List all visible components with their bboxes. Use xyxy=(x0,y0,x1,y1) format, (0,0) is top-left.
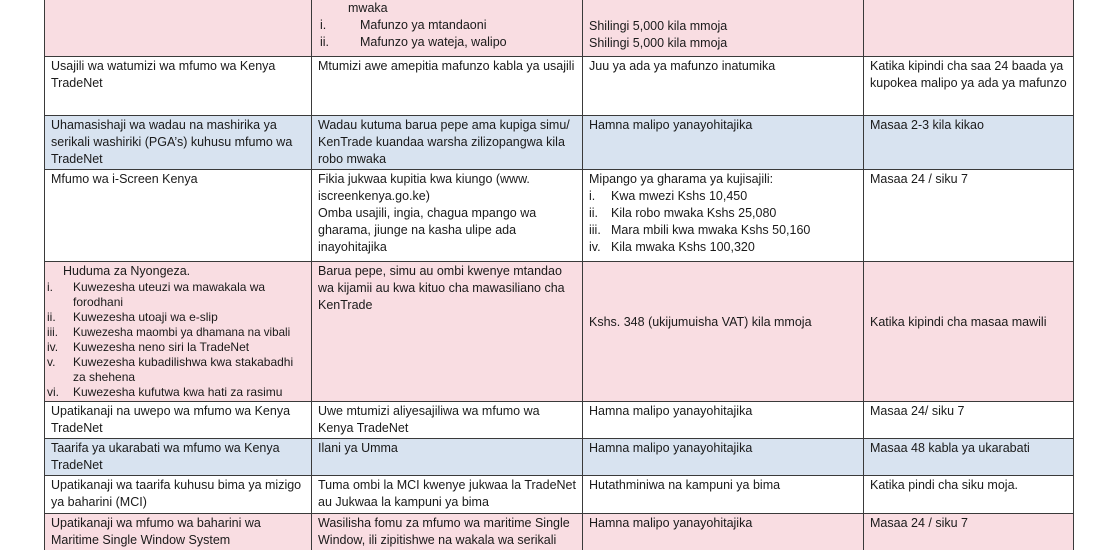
service-cell: Taarifa ya ukarabati wa mfumo wa Kenya TradeNet xyxy=(45,439,312,476)
timeline-cell xyxy=(864,0,1074,57)
table-row xyxy=(45,116,1074,170)
cost-cell: Kshs. 348 (ukijumuisha VAT) kila mmoja xyxy=(583,262,864,402)
cost-cell xyxy=(583,0,864,57)
requirement-cell: Wadau kutuma barua pepe ama kupiga simu/ KenTrade kuandaa warsha zilizopangwa kila robo mwaka xyxy=(312,116,583,170)
table-row xyxy=(45,476,1074,514)
service-title: Huduma za Nyongeza. xyxy=(63,264,191,278)
list-item: v. Kuwezesha kubadilishwa kwa stakabadhi za shehena xyxy=(47,355,294,384)
requirement-cell xyxy=(312,0,583,57)
list-item: iv. Kila mwaka Kshs 100,320 xyxy=(589,240,755,254)
requirement-cell: Barua pepe, simu au ombi kwenye mtandao wa kijamii au kwa kituo cha mawasiliano cha KenTrade xyxy=(312,262,583,402)
services-table xyxy=(44,0,1074,550)
cost-cell: Hamna malipo yanayohitajika xyxy=(583,439,864,476)
requirement-cell: Ilani ya Umma xyxy=(312,439,583,476)
service-cell: Usajili wa watumizi wa mfumo wa Kenya TradeNet xyxy=(45,57,312,116)
list-item: ii. Kuwezesha utoaji wa e-slip xyxy=(47,310,218,324)
table-row xyxy=(45,170,1074,262)
timeline-cell: Masaa 24 / siku 7 xyxy=(864,170,1074,262)
list-item: iv. Kuwezesha neno siri la TradeNet xyxy=(47,340,250,354)
additional-services-list xyxy=(47,280,305,400)
list-item: iii. Mara mbili kwa mwaka Kshs 50,160 xyxy=(589,223,811,237)
requirement-cell: Wasilisha fomu za mfumo wa maritime Single Window, ili zipitishwe na wakala wa serikali xyxy=(312,514,583,550)
timeline-cell: Katika kipindi cha masaa mawili xyxy=(864,262,1074,402)
list-item: i. Kwa mwezi Kshs 10,450 xyxy=(589,189,748,203)
timeline-cell: Masaa 48 kabla ya ukarabati xyxy=(864,439,1074,476)
requirement-cell: Uwe mtumizi aliyesajiliwa wa mfumo wa Kenya TradeNet xyxy=(312,402,583,439)
timeline-cell: Masaa 2-3 kila kikao xyxy=(864,116,1074,170)
list-item: ii. Kila robo mwaka Kshs 25,080 xyxy=(589,206,777,220)
service-cell: Upatikanaji na uwepo wa mfumo wa Kenya TradeNet xyxy=(45,402,312,439)
cost-line: Shilingi 5,000 kila mmoja xyxy=(589,36,728,50)
timeline-cell: Masaa 24 / siku 7 xyxy=(864,514,1074,550)
requirement-cell xyxy=(312,170,583,262)
list-item: i. Mafunzo ya mtandaoni xyxy=(320,18,487,32)
list-item: i. Kuwezesha uteuzi wa mawakala wa forodhani xyxy=(47,280,266,309)
cost-cell xyxy=(583,170,864,262)
requirement-text: Omba usajili, ingia, chagua mpango wa gharama, jiunge na kasha ulipe ada inayohitajika xyxy=(318,206,537,254)
price-plan-list xyxy=(589,188,857,256)
timeline-cell: Katika pindi cha siku moja. xyxy=(864,476,1074,514)
timeline-cell: Katika kipindi cha saa 24 baada ya kupokea malipo ya ada ya mafunzo xyxy=(864,57,1074,116)
cost-cell: Juu ya ada ya mafunzo inatumika xyxy=(583,57,864,116)
requirement-text: mwaka xyxy=(348,1,388,15)
cost-cell: Hamna malipo yanayohitajika xyxy=(583,116,864,170)
requirement-text: Fikia jukwaa kupitia kwa kiungo (www. iscreenkenya.go.ke) xyxy=(318,172,530,203)
list-item: vi. Kuwezesha kufutwa kwa hati za rasimu xyxy=(47,385,283,399)
table-row xyxy=(45,514,1074,550)
cost-title: Mipango ya gharama ya kujisajili: xyxy=(589,172,774,186)
service-cell xyxy=(45,262,312,402)
table-row xyxy=(45,0,1074,57)
requirement-cell: Mtumizi awe amepitia mafunzo kabla ya usajili xyxy=(312,57,583,116)
timeline-cell: Masaa 24/ siku 7 xyxy=(864,402,1074,439)
table-row xyxy=(45,402,1074,439)
table-row xyxy=(45,262,1074,402)
table-row xyxy=(45,57,1074,116)
training-list xyxy=(312,17,576,51)
service-cell: Upatikanaji wa taarifa kuhusu bima ya mizigo ya baharini (MCI) xyxy=(45,476,312,514)
cost-cell: Hamna malipo yanayohitajika xyxy=(583,402,864,439)
service-cell: Mfumo wa i-Screen Kenya xyxy=(45,170,312,262)
table-row xyxy=(45,439,1074,476)
list-item: iii. Kuwezesha maombi ya dhamana na vibali xyxy=(47,326,291,339)
requirement-cell: Tuma ombi la MCI kwenye jukwaa la TradeNet au Jukwaa la kampuni ya bima xyxy=(312,476,583,514)
service-cell: Upatikanaji wa mfumo wa baharini wa Maritime Single Window System xyxy=(45,514,312,550)
service-cell: Uhamasishaji wa wadau na mashirika ya serikali washiriki (PGA’s) kuhusu mfumo wa TradeNet xyxy=(45,116,312,170)
cost-line: Shilingi 5,000 kila mmoja xyxy=(589,19,728,33)
service-cell xyxy=(45,0,312,57)
cost-cell: Hamna malipo yanayohitajika xyxy=(583,514,864,550)
list-item: ii. Mafunzo ya wateja, walipo xyxy=(320,35,507,49)
cost-cell: Hutathminiwa na kampuni ya bima xyxy=(583,476,864,514)
